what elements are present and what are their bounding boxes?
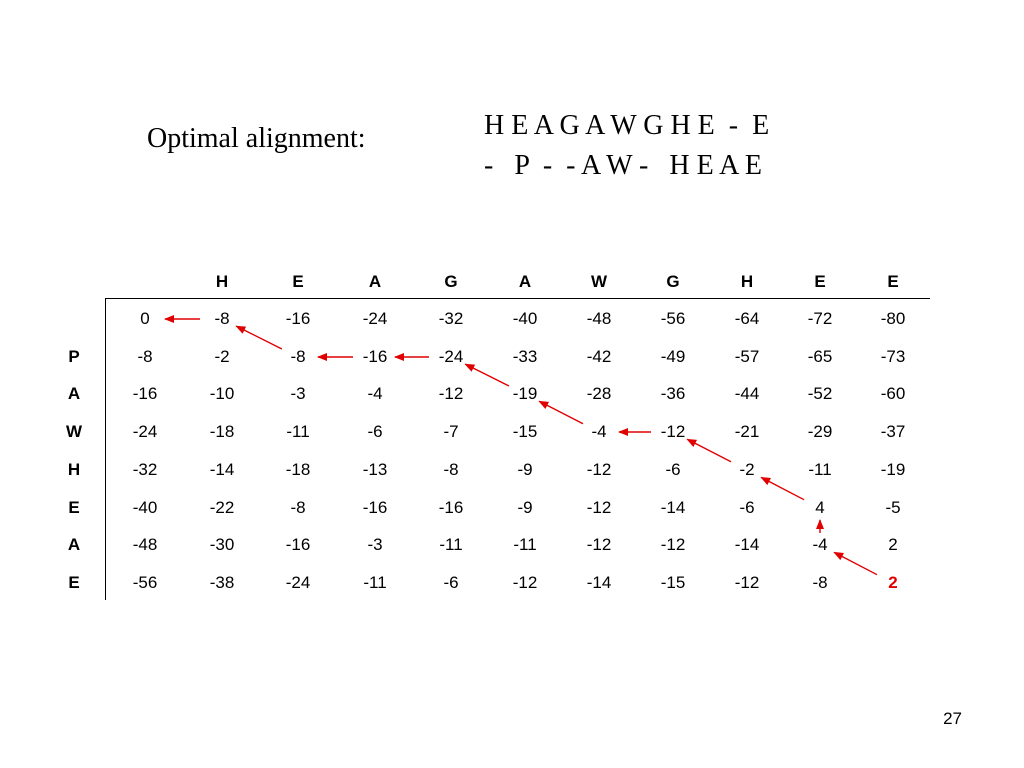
matrix-cell: -13 xyxy=(362,460,388,479)
matrix-cell: -24 xyxy=(438,347,464,366)
matrix-cell: -65 xyxy=(807,347,833,366)
matrix-cell: -12 xyxy=(586,535,612,554)
matrix-cell: -11 xyxy=(808,460,832,479)
matrix-cell: -12 xyxy=(512,573,538,592)
matrix-cell: -6 xyxy=(367,422,383,441)
matrix-cell: -12 xyxy=(438,384,464,403)
matrix-cell: -12 xyxy=(734,573,760,592)
matrix-cell: -48 xyxy=(586,309,612,328)
matrix-cell: -21 xyxy=(734,422,760,441)
matrix-cell: -19 xyxy=(512,384,538,403)
matrix-cell: -14 xyxy=(660,498,686,517)
matrix-cell: -5 xyxy=(885,498,901,517)
matrix-cell: -12 xyxy=(660,535,686,554)
matrix-cell: -2 xyxy=(214,347,230,366)
traceback-arrow xyxy=(539,401,583,423)
matrix-cell: -16 xyxy=(362,347,388,366)
alignment-sequence-top: H E A G A W G H E - E xyxy=(484,110,770,141)
matrix-cell: -56 xyxy=(132,573,158,592)
matrix-cell: -6 xyxy=(665,460,681,479)
matrix-cell: -7 xyxy=(443,422,459,441)
matrix-cell: -72 xyxy=(807,309,833,328)
matrix-cell: -11 xyxy=(286,422,310,441)
matrix-cell: -6 xyxy=(443,573,459,592)
matrix-cell: -19 xyxy=(880,460,906,479)
matrix-cell: -9 xyxy=(517,498,533,517)
matrix-cell: -33 xyxy=(512,347,538,366)
final-score-cell: 2 xyxy=(888,573,898,592)
matrix-cell: -24 xyxy=(362,309,388,328)
matrix-cell: -40 xyxy=(512,309,538,328)
column-header: W xyxy=(590,272,608,291)
matrix-cell: -12 xyxy=(586,460,612,479)
column-header: E xyxy=(814,272,826,291)
matrix-cell: -57 xyxy=(734,347,760,366)
matrix-cell: -24 xyxy=(132,422,158,441)
row-header: E xyxy=(68,498,80,517)
matrix-cell: -4 xyxy=(367,384,383,403)
column-header: E xyxy=(887,272,899,291)
matrix-cell: -15 xyxy=(512,422,538,441)
matrix-cell: -38 xyxy=(209,573,235,592)
matrix-cell: -18 xyxy=(209,422,235,441)
matrix-cell: -6 xyxy=(739,498,755,517)
matrix-cell: -14 xyxy=(586,573,612,592)
matrix-cell: -80 xyxy=(880,309,906,328)
matrix-cell: -3 xyxy=(367,535,383,554)
matrix-cell: -14 xyxy=(734,535,760,554)
column-header: H xyxy=(215,272,229,291)
matrix-cell: -14 xyxy=(209,460,235,479)
matrix-cell: -24 xyxy=(285,573,311,592)
matrix-cell: -8 xyxy=(290,347,306,366)
column-header: A xyxy=(518,272,532,291)
matrix-cell: -8 xyxy=(290,498,306,517)
matrix-cell: -8 xyxy=(137,347,153,366)
matrix-cell: -48 xyxy=(132,535,158,554)
matrix-cell: -52 xyxy=(807,384,833,403)
matrix-cell: -56 xyxy=(660,309,686,328)
alignment-sequence-bottom: - P - - A W - H E A E xyxy=(484,150,762,181)
matrix-cell: -30 xyxy=(209,535,235,554)
page-number: 27 xyxy=(943,709,962,728)
matrix-cell: -4 xyxy=(812,535,828,554)
matrix-cell: -8 xyxy=(812,573,828,592)
traceback-arrow xyxy=(761,477,804,499)
matrix-cell: -11 xyxy=(439,535,463,554)
column-header: G xyxy=(666,272,680,291)
matrix-cell: 0 xyxy=(140,309,150,328)
traceback-arrow xyxy=(687,439,731,461)
row-header: P xyxy=(68,347,80,366)
matrix-cell: -16 xyxy=(285,535,311,554)
matrix-cell: -16 xyxy=(132,384,158,403)
matrix-cell: -16 xyxy=(362,498,388,517)
column-header: E xyxy=(292,272,304,291)
matrix-cell: -42 xyxy=(586,347,612,366)
matrix-cell: -2 xyxy=(739,460,755,479)
matrix-cell: -16 xyxy=(438,498,464,517)
matrix-cell: -29 xyxy=(807,422,833,441)
matrix-cell: -49 xyxy=(660,347,686,366)
slide-title: Optimal alignment: xyxy=(147,123,366,154)
matrix-cell: -73 xyxy=(880,347,906,366)
matrix-cell: -32 xyxy=(132,460,158,479)
traceback-arrow xyxy=(834,552,877,574)
matrix-cell: -28 xyxy=(586,384,612,403)
matrix-cell: -9 xyxy=(517,460,533,479)
row-header: A xyxy=(67,384,81,403)
matrix-cell: -36 xyxy=(660,384,686,403)
matrix-cell: -8 xyxy=(443,460,459,479)
row-header: H xyxy=(67,460,81,479)
column-header: H xyxy=(740,272,754,291)
matrix-cell: -12 xyxy=(660,422,686,441)
matrix-cell: -8 xyxy=(214,309,230,328)
matrix-cell: -11 xyxy=(363,573,387,592)
row-header: W xyxy=(65,422,83,441)
column-header: A xyxy=(368,272,382,291)
matrix-cell: -15 xyxy=(660,573,686,592)
matrix-cell: -11 xyxy=(513,535,537,554)
matrix-cell: -16 xyxy=(285,309,311,328)
matrix-cell: -64 xyxy=(734,309,760,328)
traceback-arrow xyxy=(465,364,509,386)
matrix-cell: 2 xyxy=(888,535,898,554)
matrix-cell: -4 xyxy=(591,422,607,441)
row-header: A xyxy=(67,535,81,554)
row-header: E xyxy=(68,573,80,592)
traceback-arrow xyxy=(236,326,282,349)
matrix-cell: -22 xyxy=(209,498,235,517)
matrix-cell: -60 xyxy=(880,384,906,403)
matrix-cell: -3 xyxy=(290,384,306,403)
matrix-cell: -37 xyxy=(880,422,906,441)
matrix-cell: -44 xyxy=(734,384,760,403)
matrix-cell: -32 xyxy=(438,309,464,328)
matrix-cell: 4 xyxy=(815,498,825,517)
column-header: G xyxy=(444,272,458,291)
matrix-cell: -10 xyxy=(209,384,235,403)
matrix-cell: -40 xyxy=(132,498,158,517)
matrix-cell: -12 xyxy=(586,498,612,517)
matrix-cell: -18 xyxy=(285,460,311,479)
